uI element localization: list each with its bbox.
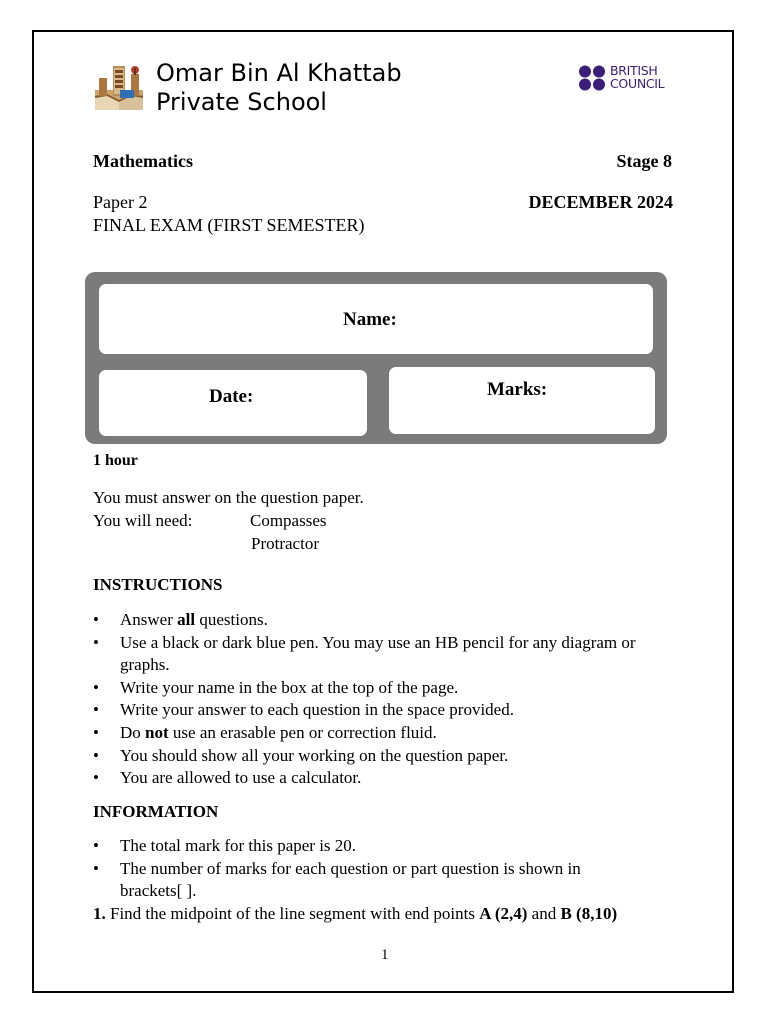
british-council-logo bbox=[578, 65, 674, 93]
british-council-line2: COUNCIL bbox=[610, 75, 665, 91]
instructions-list bbox=[93, 609, 679, 790]
instruction-item: • You are allowed to use a calculator. bbox=[93, 767, 679, 790]
exam-date: DECEMBER 2024 bbox=[528, 192, 673, 212]
information-heading: INFORMATION bbox=[93, 802, 219, 821]
date-label: Date: bbox=[209, 386, 254, 407]
school-name bbox=[156, 59, 402, 117]
subject: Mathematics bbox=[93, 151, 193, 171]
question-number: 1. bbox=[93, 904, 106, 923]
marks-field[interactable] bbox=[389, 367, 655, 434]
instruction-item: • Write your answer to each question in the space provided. bbox=[93, 699, 679, 722]
instruction-item: • Use a black or dark blue pen. You may use an HB pencil for any diagram or graphs. bbox=[93, 632, 679, 677]
page-number: 1 bbox=[381, 947, 389, 963]
information-item: • The total mark for this paper is 20. bbox=[93, 835, 633, 858]
british-council-dots-icon bbox=[578, 65, 608, 91]
information-item: • The number of marks for each question or part question is shown in brackets[ ]. bbox=[93, 858, 633, 903]
name-field[interactable] bbox=[99, 284, 653, 354]
school-name-line2: Private School bbox=[156, 88, 327, 116]
point-a: A (2,4) bbox=[479, 904, 528, 923]
instruction-item: • Do not use an erasable pen or correction fluid. bbox=[93, 722, 679, 745]
instructions-heading: INSTRUCTIONS bbox=[93, 575, 223, 594]
british-council-wordmark bbox=[610, 65, 664, 90]
equipment-protractor: Protractor bbox=[251, 534, 319, 553]
equipment-compasses: Compasses bbox=[250, 511, 327, 530]
question-and: and bbox=[527, 904, 561, 923]
answer-note: You must answer on the question paper. bbox=[93, 488, 364, 507]
paper-number: Paper 2 bbox=[93, 192, 148, 212]
need-label: You will need: bbox=[93, 511, 193, 530]
school-name-line1: Omar Bin Al Khattab bbox=[156, 59, 402, 87]
marks-label: Marks: bbox=[487, 379, 548, 400]
british-council-line1: BRITISH bbox=[610, 63, 658, 78]
name-label: Name: bbox=[343, 309, 397, 330]
question-1 bbox=[93, 903, 617, 926]
date-field[interactable] bbox=[99, 370, 367, 436]
duration: 1 hour bbox=[93, 452, 138, 469]
question-text: Find the midpoint of the line segment with end points bbox=[105, 904, 480, 923]
information-list bbox=[93, 835, 633, 903]
school-crest-icon bbox=[93, 60, 145, 112]
instruction-item: • Answer all questions. bbox=[93, 609, 679, 632]
stage: Stage 8 bbox=[616, 151, 672, 171]
exam-title: FINAL EXAM (FIRST SEMESTER) bbox=[93, 215, 365, 235]
point-b: B (8,10) bbox=[560, 904, 618, 923]
instruction-item: • You should show all your working on the question paper. bbox=[93, 745, 679, 768]
student-info-box bbox=[85, 272, 667, 444]
instruction-item: • Write your name in the box at the top of the page. bbox=[93, 677, 679, 700]
